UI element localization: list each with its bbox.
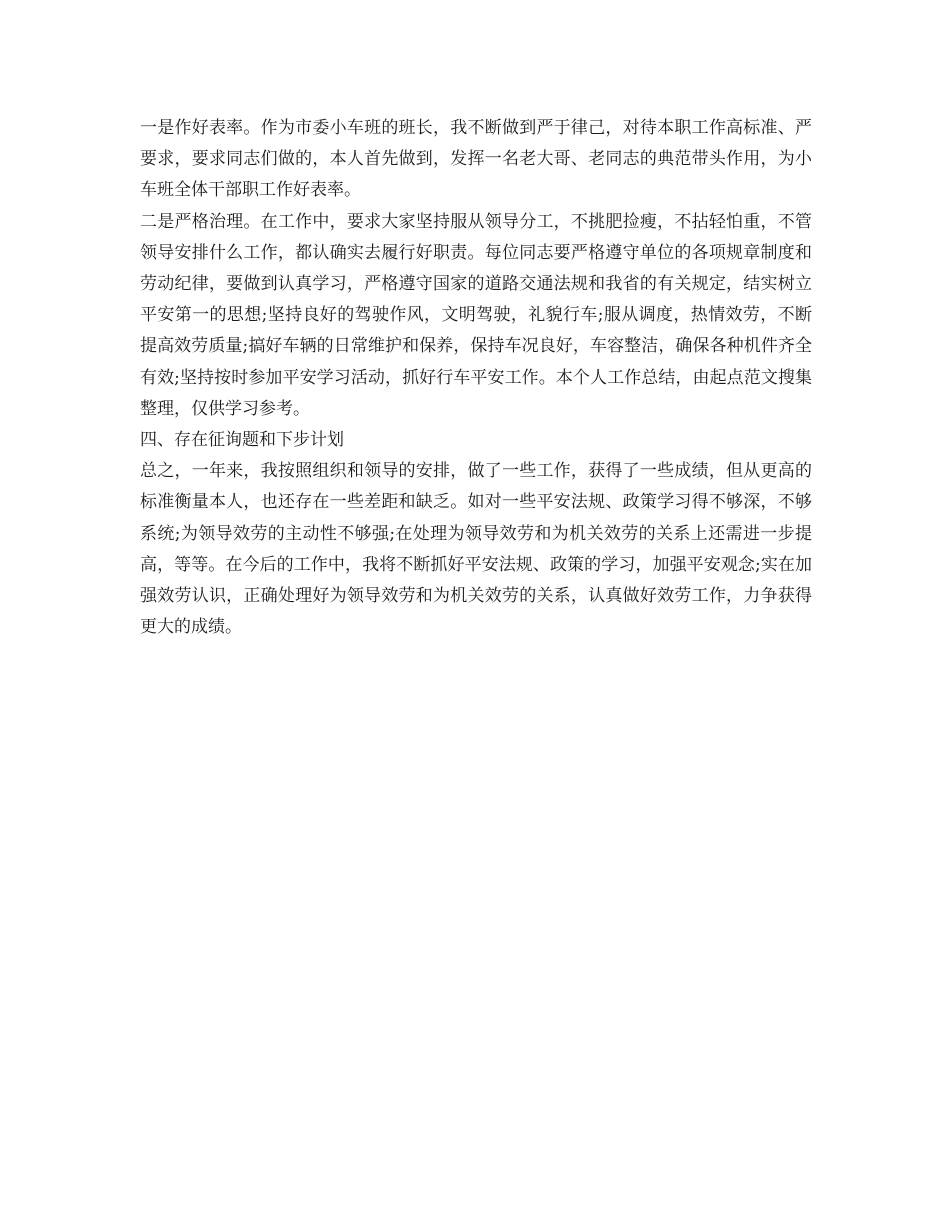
section-heading-problems-and-plans: 四、存在征询题和下步计划: [140, 430, 344, 451]
paragraph-strict-management: 二是严格治理。在工作中，要求大家坚持服从领导分工，不挑肥捡瘦，不拈轻怕重，不管领导安排什么工作，都认确实去履行好职责。每位同志要严格遵守单位的各项规章制度和劳动纪律，要做到认真学习，严格遵守国家的道路交通法规和我省的有关规定，结实树立平安第一的思想;坚持良好的驾驶作风，文明驾驶，礼貌行车;服从调度，热情效劳，不断提高效劳质量;搞好车辆的日常维护和保养，保持车况良好，车容整洁，确保各种机件齐全有效;坚持按时参加平安学习活动，抓好行车平安工作。本个人工作总结，由起点范文搜集整理，仅供学习参考。: [140, 211, 812, 419]
document-page: [140, 113, 812, 643]
paragraph-set-example: 一是作好表率。作为市委小车班的班长，我不断做到严于律己，对待本职工作高标准、严要求，要求同志们做的，本人首先做到，发挥一名老大哥、老同志的典范带头作用，为小车班全体干部职工作好表率。: [140, 118, 812, 201]
paragraph-summary: 总之，一年来，我按照组织和领导的安排，做了一些工作，获得了一些成绩，但从更高的标准衡量本人，也还存在一些差距和缺乏。如对一些平安法规、政策学习得不够深，不够系统;为领导效劳的主动性不够强;在处理为领导效劳和为机关效劳的关系上还需进一步提高，等等。在今后的工作中，我将不断抓好平安法规、政策的学习，加强平安观念;实在加强效劳认识，正确处理好为领导效劳和为机关效劳的关系，认真做好效劳工作，力争获得更大的成绩。: [140, 461, 812, 638]
